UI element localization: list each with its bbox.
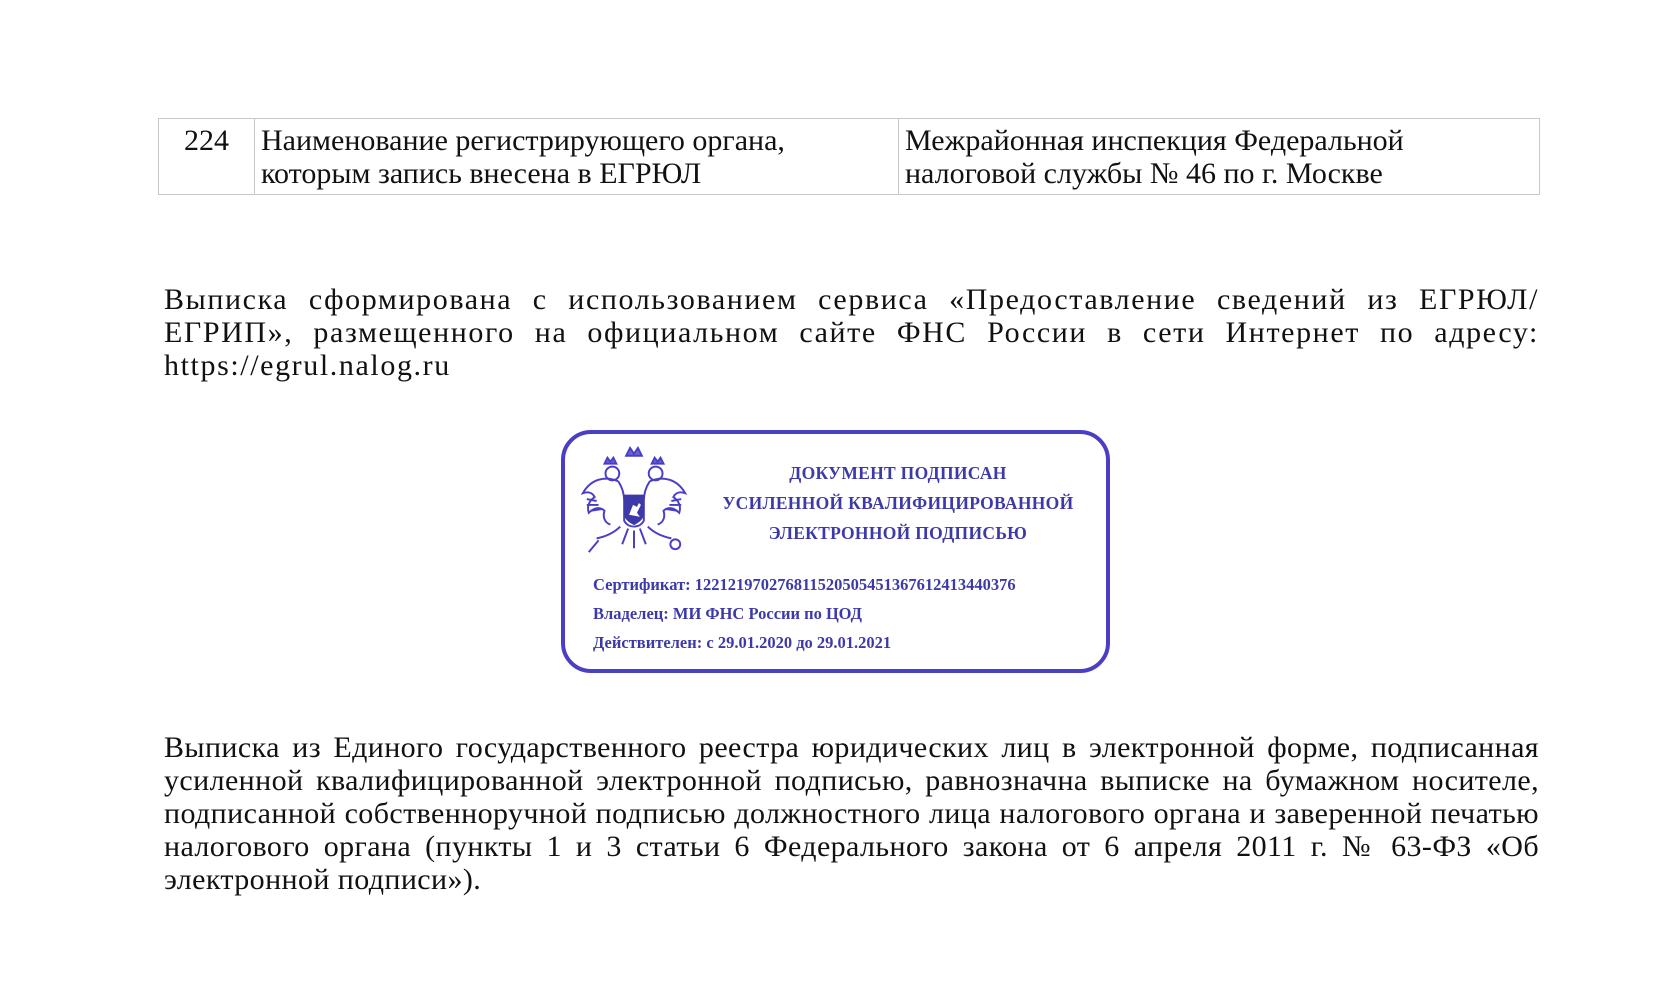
stamp-heading-line: ЭЛЕКТРОННОЙ ПОДПИСЬЮ (768, 523, 1028, 543)
russian-coat-of-arms-icon (575, 442, 693, 560)
stamp-heading-line: УСИЛЕННОЙ КВАЛИФИЦИРОВАННОЙ (722, 493, 1074, 513)
stamp-heading-line: ДОКУМЕНТ ПОДПИСАН (789, 463, 1007, 483)
registry-row-table (158, 118, 1540, 195)
row-field-name: Наименование регистрирующего органа, которым запись внесена в ЕГРЮЛ (255, 119, 899, 195)
legal-equivalence-paragraph: Выписка из Единого государственного реестра юридических лиц в электронной форме, подписанная усиленной квалифицированной электронной подписью, равнозначна выписке на бумажном носителе, подписанной собственноручной подписью должностного лица налогового органа и заверенной печатью налогового органа (пункты 1 и 3 статьи 6 Федерального закона от 6 апреля 2011 г. № 63-ФЗ «Об электронной подписи»). (164, 731, 1539, 896)
stamp-heading (703, 458, 1093, 548)
service-notice-paragraph: Выписка сформирована с использованием сервиса «Предоставление сведений из ЕГРЮЛ/ЕГРИП», размещенного на официальном сайте ФНС России в сети Интернет по адресу: https://egrul.nalog.ru (164, 283, 1539, 382)
stamp-certificate-info (593, 570, 1016, 657)
certificate-validity: Действителен: с 29.01.2020 до 29.01.2021 (593, 633, 892, 652)
certificate-number: Сертификат: 122121970276811520505451367612413440376 (593, 575, 1016, 594)
row-number: 224 (159, 119, 255, 195)
row-field-value: Межрайонная инспекция Федеральной налоговой службы № 46 по г. Москве (899, 119, 1540, 195)
certificate-owner: Владелец: МИ ФНС России по ЦОД (593, 604, 863, 623)
table-row (159, 119, 1540, 195)
electronic-signature-stamp (561, 430, 1110, 673)
